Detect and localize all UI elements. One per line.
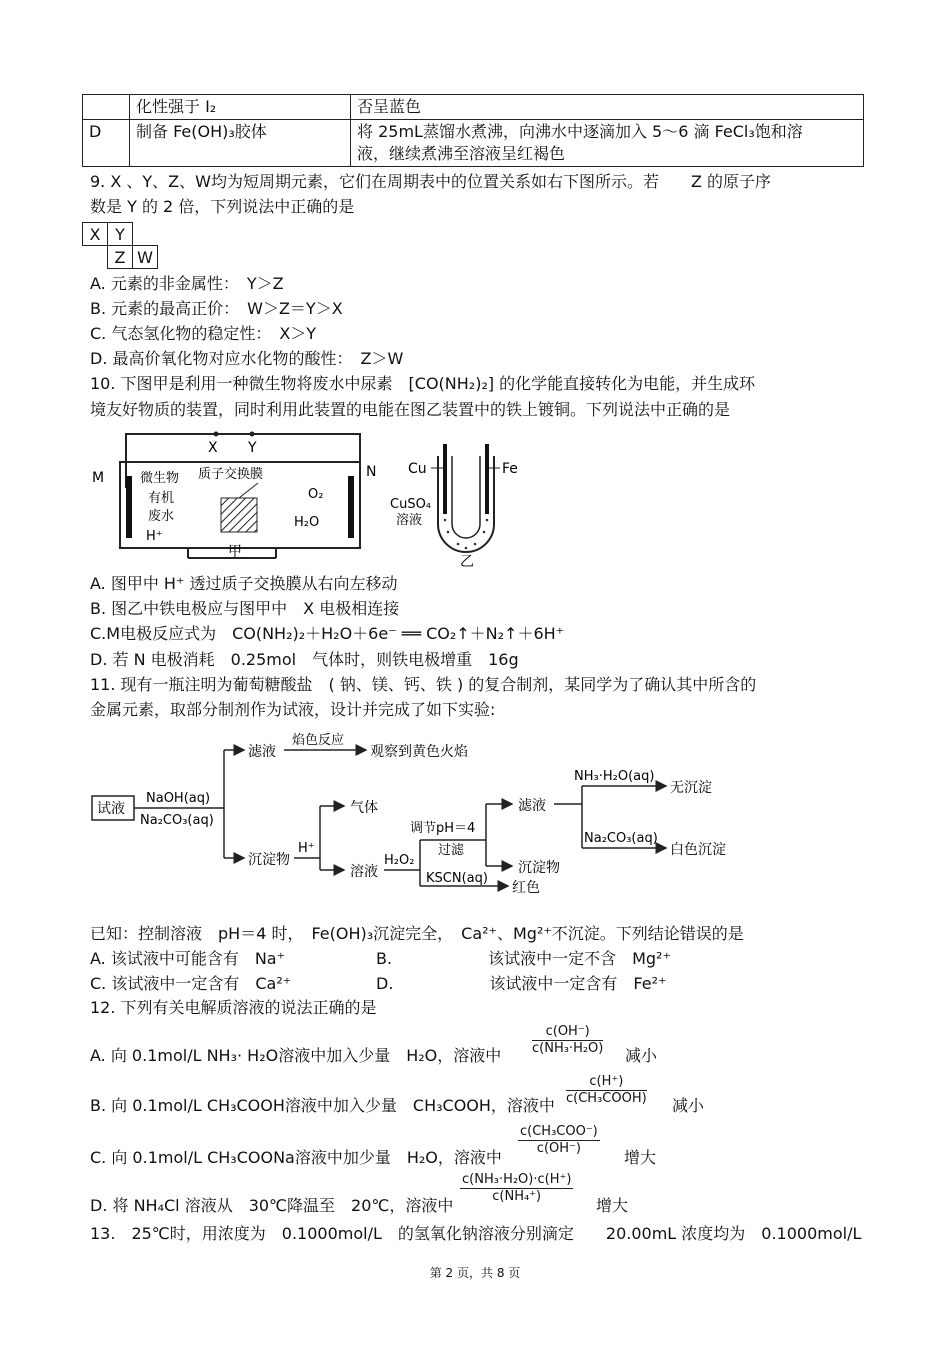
label-cu: Cu bbox=[408, 461, 427, 477]
flow-solution: 溶液 bbox=[350, 864, 378, 880]
q11-option-a: A. 该试液中可能含有 Na⁺ bbox=[90, 949, 286, 968]
top-table bbox=[82, 94, 864, 167]
label-x: X bbox=[208, 440, 218, 456]
table-cell-line: 液，继续煮沸至溶液呈红褐色 bbox=[357, 144, 566, 163]
flow-filter: 过滤 bbox=[438, 843, 465, 858]
fraction-den: c(NH₃·H₂O) bbox=[532, 1041, 604, 1056]
q10-stem-line1: 10. 下图甲是利用一种微生物将废水中尿素 [CO(NH₂)₂] 的化学能直接转化为电能，并生成环 bbox=[90, 374, 756, 393]
q13-stem-line1: 13. 25℃时，用浓度为 0.1000mol/L 的氢氧化钠溶液分别滴定 20.00mL 浓度均为 0.1000mol/L bbox=[90, 1224, 862, 1243]
q12-option-c bbox=[90, 1148, 502, 1168]
table-cell-line: 将 25mL蒸馏水煮沸，向沸水中逐滴加入 5～6 滴 FeCl₃饱和溶 bbox=[357, 122, 803, 141]
table-cell bbox=[83, 95, 130, 120]
q12-title: 12. 下列有关电解质溶液的说法正确的是 bbox=[90, 998, 377, 1017]
fraction-num: c(H⁺) bbox=[566, 1074, 647, 1091]
label-yi: 乙 bbox=[460, 554, 474, 568]
q12-option-a bbox=[90, 1046, 501, 1066]
flow-reagent1: NaOH(aq) bbox=[146, 791, 211, 806]
q11-option-c: C. 该试液中一定含有 Ca²⁺ bbox=[90, 974, 292, 993]
q12-c-result: 增大 bbox=[624, 1148, 657, 1167]
grid-cell-y: Y bbox=[108, 223, 133, 246]
flow-kscn: KSCN(aq) bbox=[426, 871, 488, 886]
flow-na2co3: Na₂CO₃(aq) bbox=[584, 831, 658, 846]
label-y: Y bbox=[248, 440, 257, 456]
fraction-num: c(OH⁻) bbox=[532, 1024, 603, 1041]
q9-option-a: A. 元素的非金属性： Y＞Z bbox=[90, 274, 284, 293]
label-n: N bbox=[366, 464, 377, 480]
fraction-den: c(NH₄⁺) bbox=[492, 1189, 542, 1204]
label-waste: 废水 bbox=[148, 509, 175, 524]
label-h2o: H₂O bbox=[294, 515, 320, 530]
fraction-num: c(CH₃COO⁻) bbox=[520, 1124, 598, 1139]
flow-h2o2: H₂O₂ bbox=[384, 853, 415, 868]
table-cell: 制备 Fe(OH)₃胶体 bbox=[130, 120, 351, 167]
label-jia: 甲 bbox=[228, 544, 242, 560]
q10-stem-line2: 境友好物质的装置，同时利用此装置的电能在图乙装置中的铁上镀铜。下列说法中正确的是 bbox=[90, 400, 731, 419]
flow-precip2: 沉淀物 bbox=[518, 860, 560, 876]
option-text: A. 向 0.1mol/L NH₃· H₂O溶液中加入少量 H₂O，溶液中 bbox=[90, 1046, 502, 1065]
fraction-den: c(CH₃COOH) bbox=[566, 1091, 647, 1106]
q9-stem-line1: 9. X 、Y、Z、W均为短周期元素，它们在周期表中的位置关系如右下图所示。若 Z 的原子序 bbox=[90, 172, 772, 191]
grid-cell-x: X bbox=[83, 223, 108, 246]
option-text: B. 向 0.1mol/L CH₃COOH溶液中加入少量 CH₃COOH，溶液中 bbox=[90, 1096, 555, 1115]
flow-ph: 调节pH＝4 bbox=[410, 821, 476, 836]
flow-yellow: 观察到黄色火焰 bbox=[370, 744, 468, 760]
figure-jia-yi bbox=[86, 428, 546, 568]
grid-cell-z: Z bbox=[108, 246, 133, 269]
grid-cell-w: W bbox=[133, 246, 158, 269]
flow-nh3: NH₃·H₂O(aq) bbox=[574, 769, 655, 784]
q12-b-result: 减小 bbox=[672, 1096, 705, 1115]
fraction-den: c(OH⁻) bbox=[536, 1141, 581, 1156]
q10-option-b: B. 图乙中铁电极应与图甲中 X 电极相连接 bbox=[90, 599, 400, 618]
label-h-plus: H⁺ bbox=[146, 529, 163, 544]
q11-option-d: D. 该试液中一定含有 Fe²⁺ bbox=[376, 974, 667, 993]
label-m: M bbox=[92, 470, 105, 486]
q11-known: 已知：控制溶液 pH＝4 时， Fe(OH)₃沉淀完全， Ca²⁺、Mg²⁺不沉淀。下列结论错误的是 bbox=[90, 924, 744, 943]
flow-red: 红色 bbox=[512, 880, 540, 896]
q12-a-result: 减小 bbox=[625, 1046, 658, 1065]
flow-white: 白色沉淀 bbox=[670, 842, 726, 858]
page-footer: 第 2 页，共 8 页 bbox=[429, 1266, 521, 1280]
flow-precip: 沉淀物 bbox=[248, 852, 290, 868]
label-organic: 有机 bbox=[148, 491, 175, 506]
flow-filtrate2: 滤液 bbox=[518, 798, 546, 814]
table-cell: D bbox=[83, 120, 130, 167]
periodic-grid bbox=[82, 222, 158, 269]
label-o2: O₂ bbox=[308, 487, 324, 502]
label-fe: Fe bbox=[502, 461, 518, 477]
flow-gas: 气体 bbox=[350, 800, 378, 816]
fraction-b bbox=[566, 1074, 647, 1107]
table-cell bbox=[351, 120, 864, 167]
q9-option-b: B. 元素的最高正价： W＞Z＝Y＞X bbox=[90, 299, 343, 318]
label-solution: 溶液 bbox=[396, 513, 423, 528]
label-membrane: 质子交换膜 bbox=[198, 467, 264, 482]
q12-option-d bbox=[90, 1196, 453, 1216]
table-row bbox=[83, 95, 864, 120]
flow-flame: 焰色反应 bbox=[292, 733, 345, 748]
q10-option-d: D. 若 N 电极消耗 0.25mol 气体时，则铁电极增重 16g bbox=[90, 650, 519, 669]
label-microbe: 微生物 bbox=[140, 471, 180, 486]
flow-start: 试液 bbox=[97, 801, 125, 817]
q11-stem-line2: 金属元素，取部分制剂作为试液，设计并完成了如下实验: bbox=[90, 700, 496, 719]
q9-option-d: D. 最高价氧化物对应水化物的酸性： Z＞W bbox=[90, 349, 404, 368]
label-cuso4: CuSO₄ bbox=[390, 497, 432, 512]
table-cell: 化性强于 I₂ bbox=[130, 95, 351, 120]
q10-option-a: A. 图甲中 H⁺ 透过质子交换膜从右向左移动 bbox=[90, 574, 398, 593]
flow-chart bbox=[88, 730, 748, 910]
flow-filtrate: 滤液 bbox=[248, 744, 276, 760]
option-text: C. 向 0.1mol/L CH₃COONa溶液中加少量 H₂O，溶液中 bbox=[90, 1148, 502, 1167]
q12-option-b bbox=[90, 1096, 555, 1116]
flow-reagent2: Na₂CO₃(aq) bbox=[140, 813, 214, 828]
q9-stem-line2: 数是 Y 的 2 倍，下列说法中正确的是 bbox=[90, 197, 355, 216]
table-row bbox=[83, 120, 864, 167]
flow-no-precip: 无沉淀 bbox=[670, 780, 712, 796]
table-cell: 否呈蓝色 bbox=[351, 95, 864, 120]
q9-option-c: C. 气态氢化物的稳定性： X＞Y bbox=[90, 324, 317, 343]
fraction-a bbox=[532, 1024, 603, 1057]
q10-option-c: C.M电极反应式为 CO(NH₂)₂＋H₂O＋6e⁻ ══ CO₂↑＋N₂↑＋6H⁺ bbox=[90, 624, 565, 643]
q11-stem-line1: 11. 现有一瓶注明为葡萄糖酸盐 ( 钠、镁、钙、铁 ) 的复合制剂，某同学为了确认其中所含的 bbox=[90, 675, 757, 694]
fraction-d bbox=[460, 1172, 573, 1205]
fraction-c bbox=[518, 1124, 600, 1157]
flow-h-plus: H⁺ bbox=[298, 841, 315, 856]
option-text: D. 将 NH₄Cl 溶液从 30℃降温至 20℃，溶液中 bbox=[90, 1196, 454, 1215]
q11-option-b: B. 该试液中一定不含 Mg²⁺ bbox=[376, 949, 671, 968]
q12-d-result: 增大 bbox=[596, 1196, 629, 1215]
fraction-num: c(NH₃·H₂O)·c(H⁺) bbox=[462, 1172, 572, 1187]
